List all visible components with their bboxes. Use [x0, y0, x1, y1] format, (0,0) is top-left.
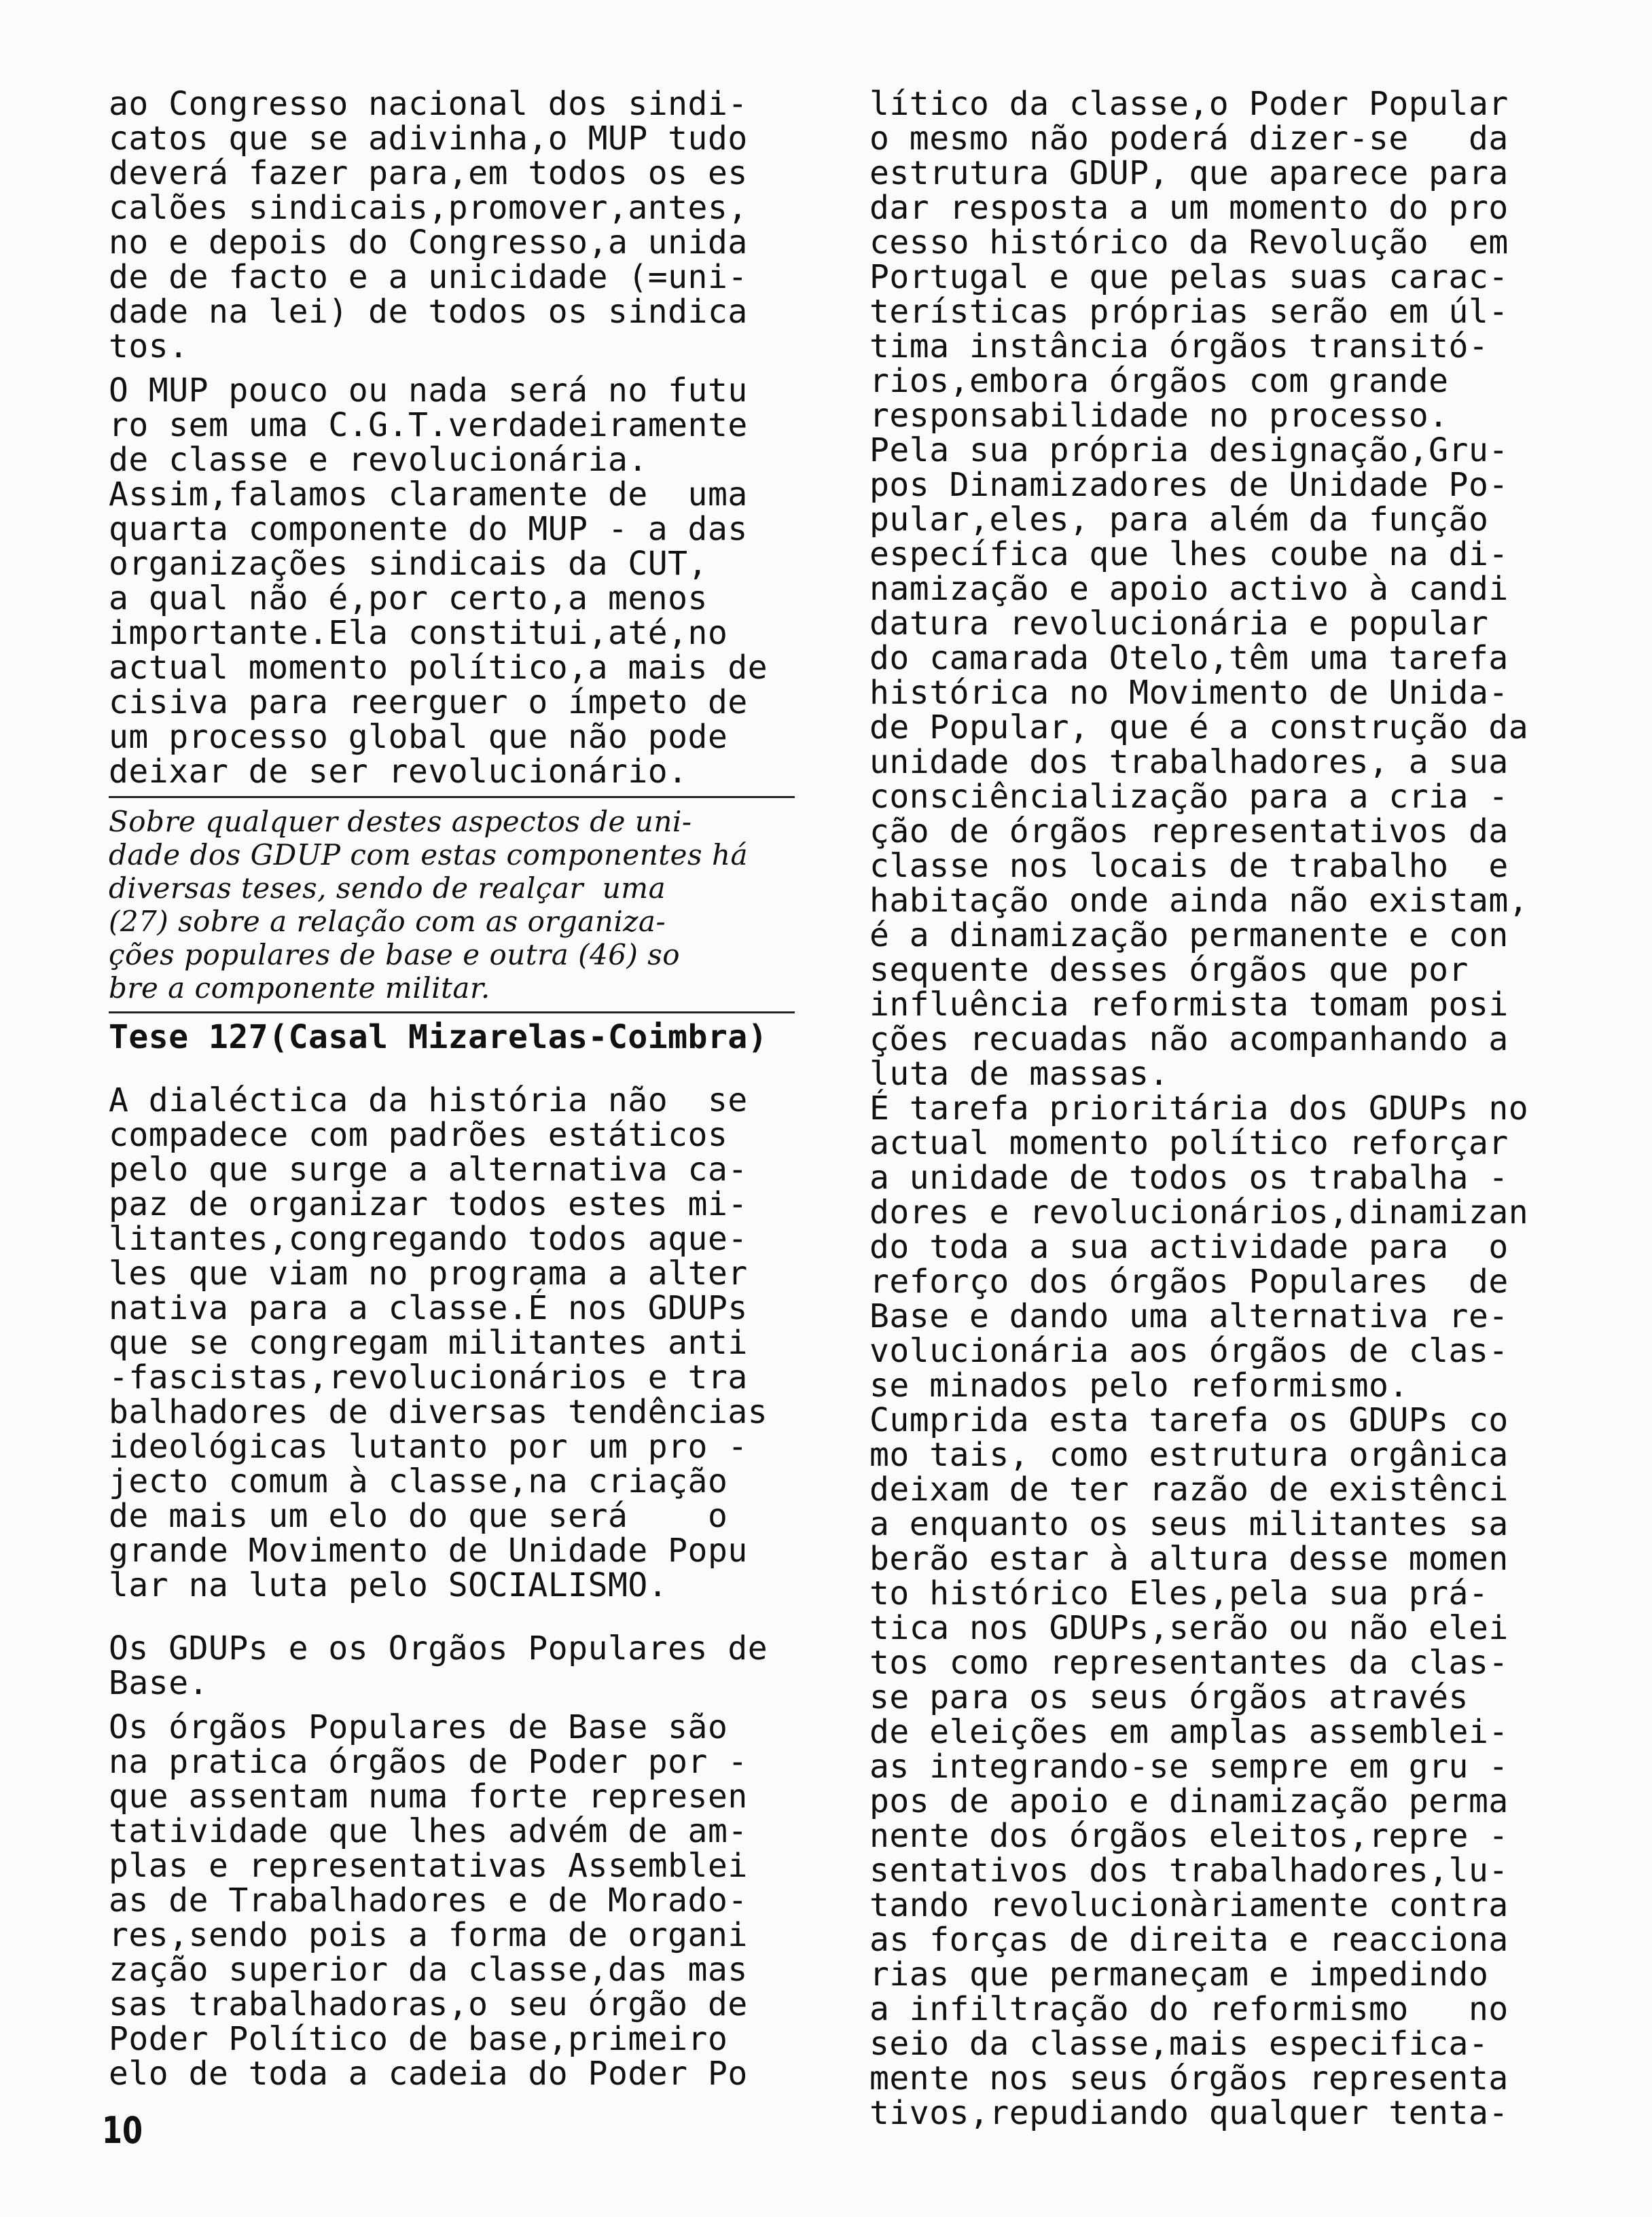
text-line: Assim,falamos claramente de uma — [109, 475, 748, 513]
text-line: jecto comum à classe,na criação — [109, 1462, 728, 1500]
text-line: histórica no Movimento de Unida- — [869, 674, 1509, 712]
note-bottom-rule — [109, 1011, 795, 1013]
text-line: grande Movimento de Unidade Popu — [109, 1532, 748, 1570]
text-line: organizações sindicais da CUT, — [109, 545, 708, 583]
text-line: compadece com padrões estáticos — [109, 1116, 728, 1154]
text-line: as forças de direita e reacciona — [869, 1921, 1509, 1959]
text-line: zação superior da classe,das mas — [109, 1951, 748, 1989]
text-line: a infiltração do reformismo no — [869, 1990, 1509, 2028]
text-line: pos de apoio e dinamização perma — [869, 1782, 1509, 1820]
text-line: elo de toda a cadeia do Poder Po — [109, 2055, 748, 2093]
right-para-1 — [869, 87, 1569, 1092]
text-line: tica nos GDUPs,serão ou não elei — [869, 1609, 1509, 1647]
text-line: pos Dinamizadores de Unidade Po- — [869, 466, 1509, 504]
text-line: importante.Ela constitui,até,no — [109, 614, 728, 652]
text-line: consciêncialização para a cria - — [869, 778, 1509, 816]
text-line: as de Trabalhadores e de Morado- — [109, 1881, 748, 1919]
text-line: terísticas próprias serão em úl- — [869, 293, 1509, 331]
text-line: mo tais, como estrutura orgânica — [869, 1436, 1509, 1474]
text-line: de classe e revolucionária. — [109, 441, 648, 479]
text-line: pelo que surge a alternativa ca- — [109, 1151, 748, 1189]
text-line: O MUP pouco ou nada será no futu — [109, 372, 748, 410]
page-number: 10 — [102, 2109, 143, 2152]
text-line: se para os seus órgãos através — [869, 1678, 1469, 1716]
text-line: berão estar à altura desse momen — [869, 1540, 1509, 1578]
text-line: estrutura GDUP, que aparece para — [869, 154, 1509, 192]
text-line: ção de órgãos representativos da — [869, 812, 1509, 850]
text-line: res,sendo pois a forma de organi — [109, 1916, 748, 1954]
text-line: deixam de ter razão de existênci — [869, 1471, 1509, 1509]
text-line: deverá fazer para,em todos os es — [109, 154, 748, 192]
text-line: o mesmo não poderá dizer-se da — [869, 120, 1509, 158]
text-line: plas e representativas Assemblei — [109, 1847, 748, 1885]
text-line: tivos,repudiando qualquer tenta- — [869, 2094, 1509, 2132]
text-line: catos que se adivinha,o MUP tudo — [109, 120, 748, 158]
right-para-3 — [869, 1403, 1569, 2131]
text-line: ao Congresso nacional dos sindi- — [109, 85, 748, 123]
text-line: as integrando-se sempre em gru - — [869, 1748, 1509, 1786]
text-line: calões sindicais,promover,antes, — [109, 189, 748, 227]
right-para-2 — [869, 1089, 1569, 1405]
text-line: influência reformista tomam posi — [869, 986, 1509, 1024]
text-line: Os órgãos Populares de Base são — [109, 1708, 728, 1746]
text-line: ro sem uma C.G.T.verdadeiramente — [109, 406, 748, 444]
text-line: Base e dando uma alternativa re- — [869, 1297, 1509, 1335]
section-subheading — [109, 1629, 795, 1702]
text-line: de Popular, que é a construção da — [869, 708, 1529, 746]
text-line: de eleições em amplas assemblei- — [869, 1713, 1509, 1751]
text-line: é a dinamização permanente e con — [869, 916, 1509, 954]
text-line: específica que lhes coube na di- — [869, 535, 1509, 573]
text-line: rios,embora órgãos com grande — [869, 362, 1449, 400]
text-line: se minados pelo reformismo. — [869, 1367, 1409, 1405]
text-line: litantes,congregando todos aque- — [109, 1220, 748, 1258]
text-line: paz de organizar todos estes mi- — [109, 1185, 748, 1223]
left-para-1 — [109, 87, 795, 364]
text-line: cisiva para reerguer o ímpeto de — [109, 683, 748, 721]
text-line: do toda a sua actividade para o — [869, 1228, 1509, 1266]
text-line: mente nos seus órgãos representa — [869, 2059, 1509, 2097]
text-line: Portugal e que pelas suas carac- — [869, 258, 1509, 296]
text-line: les que viam no programa a alter — [109, 1255, 748, 1293]
text-line: responsabilidade no processo. — [869, 397, 1449, 435]
text-line: sentativos dos trabalhadores,lu- — [869, 1852, 1509, 1890]
text-line: tos. — [109, 327, 189, 365]
note-top-rule — [109, 796, 795, 798]
text-line: Base. — [109, 1664, 209, 1702]
text-line: no e depois do Congresso,a unida — [109, 223, 748, 262]
text-line: A dialéctica da história não se — [109, 1081, 748, 1119]
text-line: a enquanto os seus militantes sa — [869, 1505, 1509, 1543]
text-line: bre a componente militar. — [109, 971, 490, 1005]
left-para-3 — [109, 1083, 795, 1603]
text-line: sequente desses órgãos que por — [869, 951, 1469, 989]
text-line: de mais um elo do que será o — [109, 1497, 728, 1535]
text-line: É tarefa prioritária dos GDUPs no — [869, 1089, 1529, 1128]
text-line: datura revolucionária e popular — [869, 605, 1489, 643]
text-line: na pratica órgãos de Poder por - — [109, 1743, 748, 1781]
text-line: que se congregam militantes anti — [109, 1324, 748, 1362]
text-line: ções populares de base e outra (46) so — [109, 938, 681, 971]
text-line: balhadores de diversas tendências — [109, 1393, 768, 1431]
text-line: unidade dos trabalhadores, a sua — [869, 743, 1509, 781]
text-line: um processo global que não pode — [109, 718, 728, 756]
text-line: dade na lei) de todos os sindica — [109, 293, 748, 331]
text-line: dade dos GDUP com estas componentes há — [109, 838, 749, 871]
text-line: a unidade de todos os trabalha - — [869, 1159, 1509, 1197]
text-line: habitação onde ainda não existam, — [869, 882, 1529, 920]
text-line: ideológicas lutanto por um pro - — [109, 1428, 748, 1466]
text-line: tatividade que lhes advém de am- — [109, 1812, 748, 1850]
footnote — [109, 805, 795, 1005]
left-para-2 — [109, 374, 795, 789]
text-line: sas trabalhadoras,o seu órgão de — [109, 1985, 748, 2023]
text-line: to histórico Eles,pela sua prá- — [869, 1574, 1489, 1612]
text-line: actual momento político reforçar — [869, 1124, 1509, 1162]
text-line: de de facto e a unicidade (=uni- — [109, 258, 748, 296]
text-line: que assentam numa forte represen — [109, 1778, 748, 1816]
text-line: luta de massas. — [869, 1055, 1169, 1093]
text-line: lítico da classe,o Poder Popular — [869, 85, 1509, 123]
left-para-4 — [109, 1710, 795, 2091]
text-line: cesso histórico da Revolução em — [869, 223, 1509, 262]
text-line: dar resposta a um momento do pro — [869, 189, 1509, 227]
text-line: Cumprida esta tarefa os GDUPs co — [869, 1401, 1509, 1439]
text-line: namização e apoio activo à candi — [869, 570, 1509, 608]
right-column — [869, 87, 1569, 2131]
text-line: seio da classe,mais especifica- — [869, 2025, 1489, 2063]
text-line: quarta componente do MUP - a das — [109, 510, 748, 548]
text-line: tando revolucionàriamente contra — [869, 1886, 1509, 1924]
text-line: pular,eles, para além da função — [869, 501, 1489, 539]
text-line: nativa para a classe.É nos GDUPs — [109, 1289, 748, 1327]
text-line: rias que permaneçam e impedindo — [869, 1955, 1489, 1994]
text-line: Poder Político de base,primeiro — [109, 2020, 728, 2058]
text-line: actual momento político,a mais de — [109, 649, 768, 687]
text-line: Sobre qualquer destes aspectos de uni- — [109, 805, 692, 838]
text-line: nente dos órgãos eleitos,repre - — [869, 1817, 1509, 1855]
text-line: ções recuadas não acompanhando a — [869, 1020, 1509, 1058]
text-line: lar na luta pelo SOCIALISMO. — [109, 1566, 668, 1604]
text-line: Pela sua própria designação,Gru- — [869, 431, 1509, 469]
text-line: Os GDUPs e os Orgãos Populares de — [109, 1629, 768, 1668]
text-line: deixar de ser revolucionário. — [109, 753, 688, 791]
text-line: diversas teses, sendo de realçar uma — [109, 871, 666, 905]
text-line: volucionária aos órgãos de clas- — [869, 1332, 1509, 1370]
text-line: a qual não é,por certo,a menos — [109, 579, 708, 617]
text-line: reforço dos órgãos Populares de — [869, 1263, 1509, 1301]
text-line: tima instância órgãos transitó- — [869, 327, 1489, 365]
text-line: do camarada Otelo,têm uma tarefa — [869, 639, 1509, 677]
text-line: -fascistas,revolucionários e tra — [109, 1358, 748, 1396]
text-line: classe nos locais de trabalho e — [869, 847, 1509, 885]
left-column — [109, 87, 795, 2091]
tese-heading: Tese 127(Casal Mizarelas-Coimbra) — [109, 1018, 768, 1056]
text-line: (27) sobre a relação com as organiza- — [109, 905, 666, 938]
text-line: tos como representantes da clas- — [869, 1644, 1509, 1682]
text-line: dores e revolucionários,dinamizan — [869, 1193, 1529, 1231]
